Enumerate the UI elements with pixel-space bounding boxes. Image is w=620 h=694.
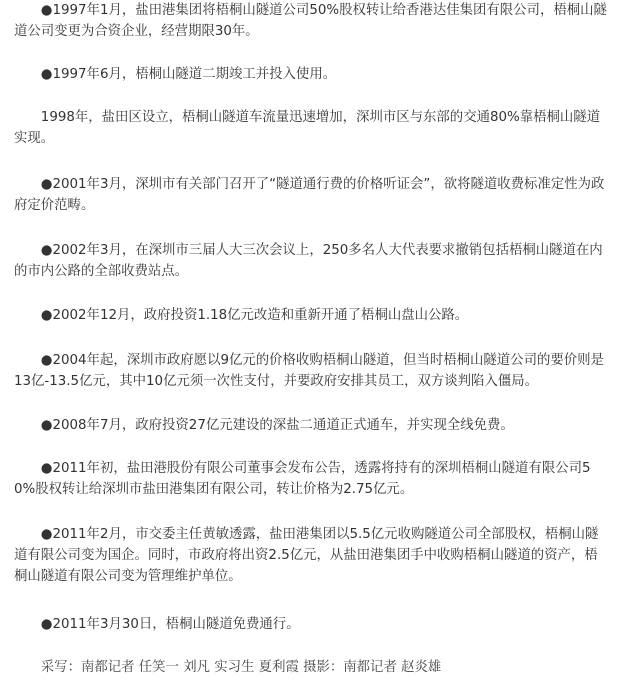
timeline-paragraph-1997-06: ●1997年6月，梧桐山隧道二期竣工并投入使用。 [40, 67, 337, 82]
timeline-paragraph-2011-early: ●2011年初，盐田港股份有限公司董事会发布公告，透露将持有的深圳梧桐山隧道有限公司50%股权转让给深圳市盐田港集团有限公司，转让价格为2.75亿元。 [14, 461, 591, 497]
timeline-paragraph-1998: 1998年，盐田区设立，梧桐山隧道车流量迅速增加，深圳市区与东部的交通80%靠梧桐山隧道实现。 [14, 110, 601, 146]
timeline-paragraph-2008-07: ●2008年7月，政府投资27亿元建设的深盐二通道正式通车，并实现全线免费。 [40, 418, 514, 433]
timeline-paragraph-1997-01: ●1997年1月，盐田港集团将梧桐山隧道公司50%股权转让给香港达佳集团有限公司，梧桐山隧道公司变更为合资企业，经营期限30年。 [14, 3, 607, 39]
byline: 采写：南都记者 任笑一 刘凡 实习生 夏利霞 摄影：南都记者 赵炎雄 [40, 660, 442, 675]
timeline-paragraph-2002-03: ●2002年3月，在深圳市三届人大三次会议上，250多名人大代表要求撤销包括梧桐山隧道在内的市内公路的全部收费站点。 [14, 243, 603, 279]
timeline-paragraph-2011-02: ●2011年2月，市交委主任黄敏透露，盐田港集团以5.5亿元收购隧道公司全部股权，梧桐山隧道有限公司变为国企。同时，市政府将出资2.5亿元，从盐田港集团手中收购梧桐山隧道的资产，梧桐山隧道有限公司变为管理维护单位。 [14, 527, 599, 584]
timeline-paragraph-2002-12: ●2002年12月，政府投资1.18亿元改造和重新开通了梧桐山盘山公路。 [40, 308, 469, 323]
timeline-paragraph-2011-03-30: ●2011年3月30日，梧桐山隧道免费通行。 [40, 617, 300, 632]
timeline-paragraph-2001-03: ●2001年3月，深圳市有关部门召开了“隧道通行费的价格听证会”，欲将隧道收费标准定性为政府定价范畴。 [14, 177, 605, 213]
timeline-paragraph-2004: ●2004年起，深圳市政府愿以9亿元的价格收购梧桐山隧道，但当时梧桐山隧道公司的要价则是13亿-13.5亿元，其中10亿元须一次性支付，并要政府安排其员工，双方谈判陷入僵局。 [14, 353, 604, 389]
